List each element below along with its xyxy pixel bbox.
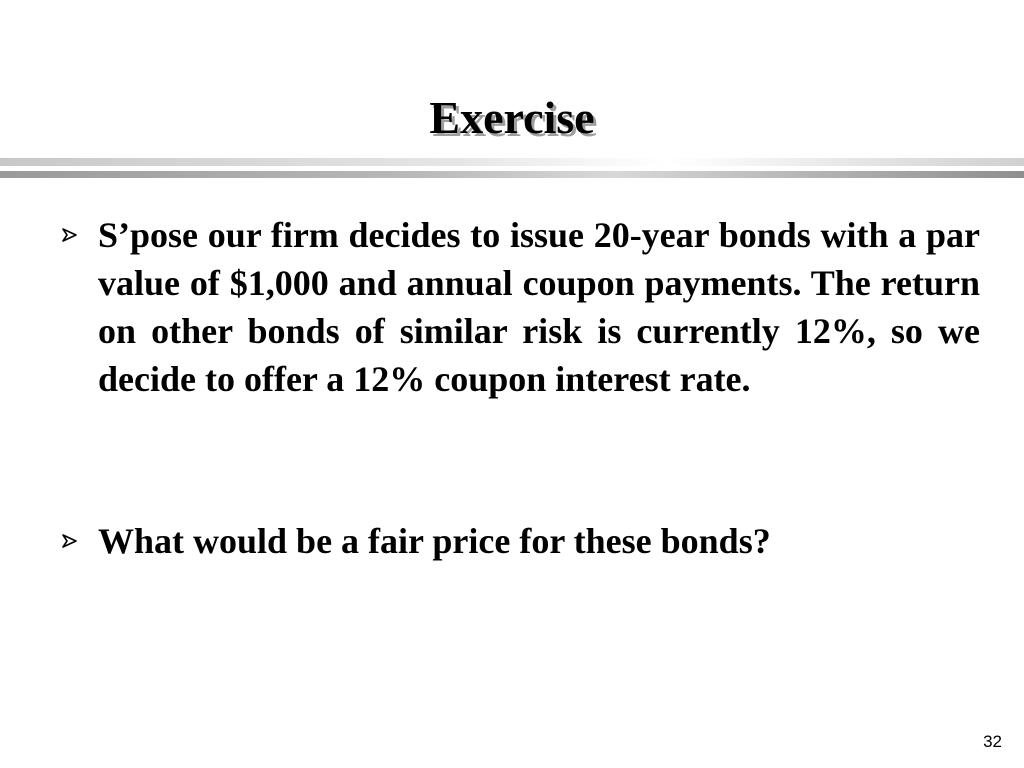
page-number: 32 — [983, 732, 1002, 751]
bullet-item — [60, 211, 980, 403]
arrowhead-bullet-icon — [60, 531, 80, 551]
arrowhead-bullet-icon — [60, 225, 80, 245]
bullet-text: What would be a fair price for these bonds? — [98, 521, 771, 561]
bullet-text: S’pose our firm decides to issue 20-year bonds with a par value of $1,000 and annual coupon payments. The return on other bonds of similar risk is currently 12%, so we decide to offer a 12% coupon interest rate. — [98, 215, 980, 399]
bullet-item — [60, 517, 980, 565]
title-divider-top — [0, 158, 1024, 166]
title-divider-bottom — [0, 171, 1024, 178]
slide-title: Exercise — [429, 92, 595, 143]
